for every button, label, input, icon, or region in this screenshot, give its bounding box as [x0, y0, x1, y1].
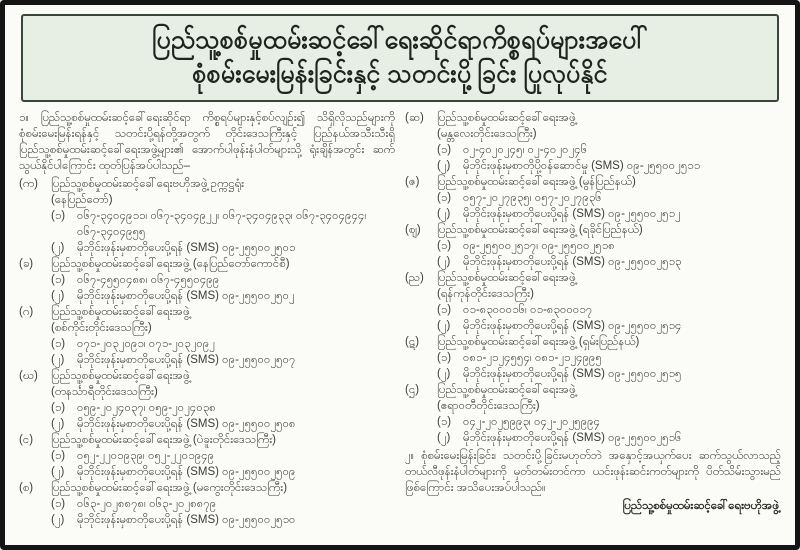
entry-label: (ဃ) — [19, 370, 38, 382]
entry-phone-row — [405, 366, 781, 382]
title-box — [21, 14, 779, 102]
entry-header — [405, 334, 781, 350]
line-number: (၂) — [437, 368, 451, 380]
line-text: ၀၁-၈၃၀၀၀၁၆၊ ၀၁-၈၃၀၀၀၁၇ — [463, 304, 593, 316]
contact-entry — [405, 174, 781, 222]
entry-location: (ရန်ကုန်တိုင်းဒေသကြီး) — [437, 288, 534, 300]
entry-header-body — [437, 174, 781, 190]
entry-location: (မန္တလေးတိုင်းဒေသကြီး) — [437, 128, 537, 140]
contact-entry — [19, 368, 395, 432]
line-text: မိုဘိုင်းဖုန်းမှစာတိုပေးပို့ရန် (SMS) ၀၉-၂၅၅၀၀၂၅၀၉ — [77, 466, 296, 478]
closing-paragraph: ၂။ စုံစမ်းမေးမြန်းခြင်း၊ သတင်းပို့ခြင်းမဟုတ်ဘဲ အနှောင့်အယှက်ပေး ဆက်သွယ်လာသည့်တယ်လီဖုန်းနံပါတ်များကို မှတ်တမ်းတင်ကာ ယင်းဖုန်းဆင်းကတ်များကို ပိတ်သိမ်းသွားမည်ဖြစ်ကြောင်း အသိပေးအပ်ပါသည်။ — [405, 450, 781, 494]
entry-name: ပြည်သူ့စစ်မှုထမ်းဆင့်ခေါ်ရေးအဖွဲ့ (ရခိုင်ပြည်နယ်) — [437, 224, 643, 236]
line-number: (၂) — [51, 242, 65, 254]
intro-paragraph: ၁။ ပြည်သူ့စစ်မှုထမ်းဆင့်ခေါ်ရေးဆိုင်ရာ ကိစ္စရပ်များနှင့်စပ်လျဉ်း၍ သိရှိလိုသည်များကို စုံစမ်းမေးမြန်းရန်နှင့် သတင်းပို့ရန်တို့အတွက် တိုင်းဒေသကြီးနှင့် ပြည်နယ်အသီးသီးရှိ ပြည်သူ့စစ်မှုထမ်းဆင့်ခေါ်ရေးအဖွဲ့များ၏ အောက်ပါဖုန်းနံပါတ်များသို့ ရုံးချိန်အတွင်း ဆက်သွယ်နိုင်ပါကြောင်း ထုတ်ပြန်အပ်ပါသည်– — [19, 112, 395, 172]
entry-header — [19, 480, 395, 496]
contact-entry — [405, 110, 781, 174]
entry-location: (နေပြည်တော်) — [51, 194, 113, 206]
entry-location: (တနင်္သာရီတိုင်းဒေသကြီး) — [51, 386, 158, 398]
line-text: ၀၉-၂၅၅၀၀၂၅၁၇၊ ၀၉-၂၅၅၀၀၂၅၁၈ — [463, 240, 615, 252]
line-text: မိုဘိုင်းဖုန်းမှစာတိုပေးပို့ရန် (SMS) ၀၉-၂၅၅၀၀၂၅၁၀ — [77, 514, 296, 526]
line-number: (၂) — [437, 160, 451, 172]
entry-label: (ခ) — [19, 258, 34, 270]
line-text: ၀၅၂-၂၂၀၁၉၃၉၊ ၀၅၂-၂၂၀၁၉၄၉ — [77, 450, 215, 462]
entry-phone-row — [19, 416, 395, 432]
entry-name: ပြည်သူ့စစ်မှုထမ်းဆင့်ခေါ်ရေးဗဟိုအဖွဲ့ ဥက္ကဋ္ဌရုံး — [51, 178, 245, 190]
contact-entry — [19, 432, 395, 480]
left-entry-list — [19, 176, 395, 528]
left-column — [19, 110, 395, 528]
entry-phone-row — [19, 352, 395, 368]
contact-entry — [405, 222, 781, 270]
entry-phone-row — [405, 142, 781, 158]
entry-header-body — [51, 304, 395, 336]
entry-header-body — [437, 270, 781, 302]
entry-phone-row — [405, 302, 781, 318]
line-number: (၁) — [51, 338, 66, 350]
entry-header — [405, 222, 781, 238]
entry-header-body — [437, 110, 781, 142]
entry-phone-row — [19, 512, 395, 528]
line-number: (၁) — [51, 402, 66, 414]
line-text: ၀၂-၄၀၂၀၂၄၅၊ ၀၂-၄၀၂၀၂၄၆ — [463, 144, 588, 156]
entry-header — [405, 110, 781, 142]
line-number: (၂) — [437, 256, 451, 268]
entry-phone-row — [19, 272, 395, 288]
entry-phone-row — [19, 464, 395, 480]
line-text: မိုဘိုင်းဖုန်းမှစာတိုပေးပို့ရန် (SMS) ၀၉-၂၅၅၀၀၂၅၀၇ — [77, 354, 296, 366]
entry-name: ပြည်သူ့စစ်မှုထမ်းဆင့်ခေါ်ရေးအဖွဲ့ (ပဲခူးတိုင်းဒေသကြီး) — [51, 434, 276, 446]
entry-name: ပြည်သူ့စစ်မှုထမ်းဆင့်ခေါ်ရေးအဖွဲ့ (မွန်ပြည်နယ်) — [437, 176, 636, 188]
right-entry-list — [405, 110, 781, 446]
entry-phone-row — [19, 448, 395, 464]
entry-phone-row — [19, 240, 395, 256]
entry-header-body — [437, 382, 781, 414]
signature-line: ပြည်သူ့စစ်မှုထမ်းဆင့်ခေါ်ရေးဗဟိုအဖွဲ့ — [622, 500, 779, 512]
entry-header-body — [51, 432, 395, 448]
contact-entry — [405, 334, 781, 382]
entry-phone-row — [19, 336, 395, 352]
line-number: (၂) — [51, 290, 65, 302]
line-text: မိုဘိုင်းဖုန်းမှစာတိုပေးပို့ရန် (SMS) ၀၉-၂၅၅၀၀၂၅၁၃ — [463, 256, 682, 268]
line-number: (၂) — [51, 354, 65, 366]
line-number: (၁) — [51, 498, 66, 510]
entry-label: (ည) — [405, 272, 424, 284]
entry-phone-row — [405, 254, 781, 270]
entry-header-body — [437, 334, 781, 350]
line-number: (၁) — [437, 352, 452, 364]
line-text: ၀၄၂-၂၀၂၅၉၉၃၊ ၀၄၂-၂၀၂၅၉၉၄ — [463, 416, 601, 428]
contact-entry — [405, 382, 781, 446]
entry-location: (ဧရာဝတီတိုင်းဒေသကြီး) — [437, 400, 540, 412]
contact-entry — [19, 304, 395, 368]
contact-entry — [19, 480, 395, 528]
entry-phone-row — [19, 496, 395, 512]
line-number: (၂) — [51, 466, 65, 478]
entry-name: ပြည်သူ့စစ်မှုထမ်းဆင့်ခေါ်ရေးအဖွဲ့ — [51, 370, 190, 382]
entry-header-body — [437, 222, 781, 238]
line-text: မိုဘိုင်းဖုန်းမှစာတိုပေးပို့ရန် (SMS) ၀၉-၂၅၅၀၀၂၅၀၂ — [77, 290, 295, 302]
entry-header-body — [51, 480, 395, 496]
page-title-line-1: ပြည်သူ့စစ်မှုထမ်းဆင့်ခေါ်ရေးဆိုင်ရာကိစ္စရပ်များအပေါ် — [152, 26, 648, 54]
entry-phone-row — [19, 400, 395, 416]
entry-label: (ဂ) — [19, 306, 34, 318]
entry-phone-row — [405, 350, 781, 366]
entry-label: (ဇ) — [405, 176, 420, 188]
entry-header — [19, 432, 395, 448]
line-text: မိုဘိုင်းဖုန်းမှစာတိုပေးပို့ရန် (SMS) ၀၉-၂၅၅၀၀၂၅၀၁ — [77, 242, 296, 254]
entry-name: ပြည်သူ့စစ်မှုထမ်းဆင့်ခေါ်ရေးအဖွဲ့ (မကွေးတိုင်းဒေသကြီး) — [51, 482, 288, 494]
contact-entry — [405, 270, 781, 334]
line-number: (၁) — [437, 240, 452, 252]
entry-phone-row — [405, 318, 781, 334]
entry-phone-row — [405, 430, 781, 446]
contact-entry — [19, 256, 395, 304]
entry-phone-row — [405, 158, 781, 174]
entry-label: (ဌ) — [405, 384, 420, 396]
entry-name: ပြည်သူ့စစ်မှုထမ်းဆင့်ခေါ်ရေးအဖွဲ့ — [51, 306, 190, 318]
line-text: မိုဘိုင်းဖုန်းမှစာတိုပေးပို့ရန် (SMS) ၀၉-၂၅၅၀၀၂၅၁၅ — [463, 368, 682, 380]
entry-phone-row — [19, 288, 395, 304]
line-text: ၀၅၇-၂၀၂၇၉၃၅၊ ၀၅၇-၂၀၂၇၉၃၆ — [463, 192, 602, 204]
line-text: မိုဘိုင်းဖုန်းမှစာတိုပေးပို့ရန် (SMS) ၀၉-၂၅၅၀၀၂၅၁၄ — [463, 320, 682, 332]
page-title-line-2: စုံစမ်းမေးမြန်းခြင်းနှင့် သတင်းပို့ခြင်း ပြုလုပ်နိုင် — [192, 60, 608, 88]
entry-header — [19, 256, 395, 272]
entry-name: ပြည်သူ့စစ်မှုထမ်းဆင့်ခေါ်ရေးအဖွဲ့ — [437, 112, 576, 124]
line-number: (၁) — [51, 210, 66, 222]
entry-header — [19, 304, 395, 336]
contact-entry — [19, 176, 395, 256]
entry-header — [405, 382, 781, 414]
entry-header — [405, 174, 781, 190]
line-number: (၁) — [437, 192, 452, 204]
entry-header-body — [51, 256, 395, 272]
line-text: မိုဘိုင်းဖုန်းမှစာတိုပို့ဝန်ဆောင်မှု (SMS) ၀၉-၂၅၅၀၀၂၅၁၁ — [463, 160, 701, 172]
line-text: ၀၆၇-၄၅၅၀၄၈၈၊ ၀၆၇-၄၅၅၀၄၉၉ — [77, 274, 220, 286]
entry-label: (င) — [19, 434, 34, 446]
line-number: (၂) — [437, 320, 451, 332]
line-number: (၂) — [437, 432, 451, 444]
line-number: (၁) — [51, 450, 66, 462]
line-text: မိုဘိုင်းဖုန်းမှစာတိုပေးပို့ရန် (SMS) ၀၉-၂၅၅၀၀၂၅၁၂ — [463, 208, 681, 220]
entry-label: (က) — [19, 178, 38, 190]
entry-name: ပြည်သူ့စစ်မှုထမ်းဆင့်ခေါ်ရေးအဖွဲ့ — [437, 384, 576, 396]
entry-name: ပြည်သူ့စစ်မှုထမ်းဆင့်ခေါ်ရေးအဖွဲ့ (နေပြည်တော်ကောင်စီ) — [51, 258, 290, 270]
line-number: (၁) — [51, 274, 66, 286]
right-column — [405, 110, 781, 528]
entry-phone-row — [405, 414, 781, 430]
entry-phone-row — [19, 208, 395, 240]
entry-name: ပြည်သူ့စစ်မှုထမ်းဆင့်ခေါ်ရေးအဖွဲ့ (ရှမ်းပြည်နယ်) — [437, 336, 640, 348]
entry-name: ပြည်သူ့စစ်မှုထမ်းဆင့်ခေါ်ရေးအဖွဲ့ — [437, 272, 576, 284]
entry-header — [405, 270, 781, 302]
entry-label: (ဈ) — [405, 224, 421, 236]
line-text: ၀၅၉-၂၀၂၄၀၃၇၊ ၀၅၉-၂၀၂၄၀၃၈ — [77, 402, 216, 414]
line-text: ၀၇၁-၂၀၃၂၀၉၁၊ ၀၇၁-၂၀၃၂၀၉၂ — [77, 338, 215, 350]
line-text: ၀၆၃-၂၀၂၈၈၇၈၊ ၀၆၃-၂၀၂၈၈၇၉ — [77, 498, 217, 510]
entry-phone-row — [405, 206, 781, 222]
body-columns — [5, 108, 795, 528]
line-number: (၁) — [437, 144, 452, 156]
line-number: (၂) — [51, 418, 65, 430]
entry-header — [19, 176, 395, 208]
line-text: ၀၆၇-၃၄၀၄၉၁၁၊ ၀၆၇-၃၄၀၄၉၂၂၊ ၀၆၇-၃၄၀၄၉၃၃၊ ၀၆၇-၃၄၀၄၉၄၄၊ ၀၆၇-၃၄၀၄၉၅၅ — [77, 210, 367, 238]
entry-phone-row — [405, 238, 781, 254]
entry-location: (စစ်ကိုင်းတိုင်းဒေသကြီး) — [51, 322, 152, 334]
line-text: မိုဘိုင်းဖုန်းမှစာတိုပေးပို့ရန် (SMS) ၀၉-၂၅၅၀၀၂၅၀၈ — [77, 418, 296, 430]
line-text: မိုဘိုင်းဖုန်းမှစာတိုပေးပို့ရန် (SMS) ၀၉-၂၅၅၀၀၂၅၁၆ — [463, 432, 682, 444]
entry-header-body — [51, 368, 395, 400]
entry-header-body — [51, 176, 395, 208]
line-number: (၁) — [437, 304, 452, 316]
entry-header — [19, 368, 395, 400]
line-text: ၀၈၁-၂၁၂၄၅၅၄၊ ၀၈၁-၂၁၂၄၉၉၅ — [463, 352, 602, 364]
line-number: (၂) — [51, 514, 65, 526]
entry-label: (စ) — [19, 482, 34, 494]
entry-label: (ဆ) — [405, 112, 424, 124]
entry-label: (ဋ) — [405, 336, 420, 348]
entry-phone-row — [405, 190, 781, 206]
line-number: (၂) — [437, 208, 451, 220]
line-number: (၁) — [437, 416, 452, 428]
